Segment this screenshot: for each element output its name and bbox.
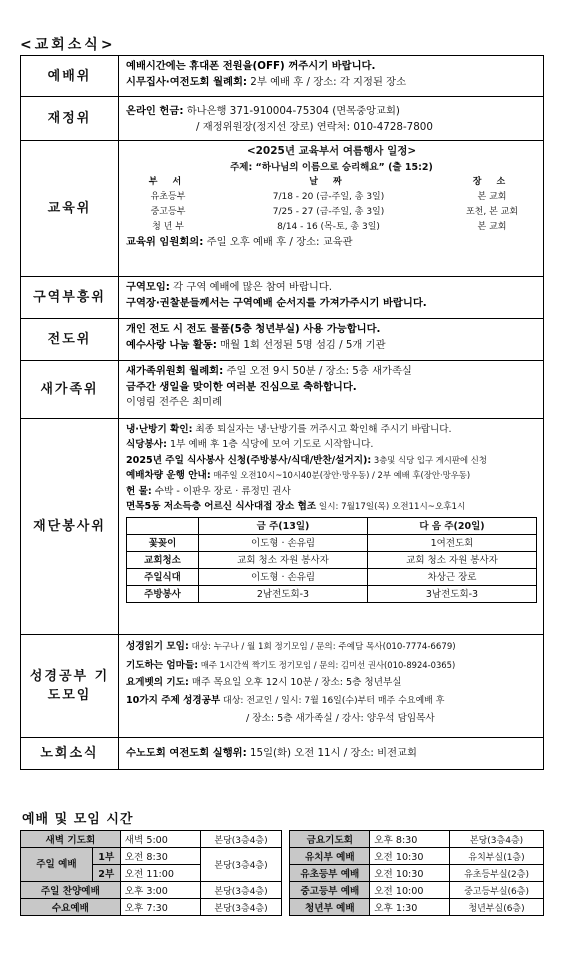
duty-name: 주일식대 (127, 569, 199, 586)
youth-worship-time: 오전 10:00 (370, 882, 450, 899)
youth-worship-place: 중고등부실(6층) (450, 882, 544, 899)
spacer (282, 882, 290, 899)
praying-moms-text: 매주 1시간씩 짝기도 정기모임 / 문의: 김미선 권사(010-8924-0365) (198, 659, 456, 670)
jochebed-key: 요게벳의 기도: (126, 677, 189, 689)
bible-reading-key: 성경읽기 모임: (126, 641, 189, 652)
vehicle-text: 매주일 오전10시~10시40분(장안·망우동) / 2부 예배 후(장안·망우동) (210, 470, 471, 481)
dawn-prayer-name: 새벽 기도회 (21, 831, 121, 848)
love-sharing-text: 매월 1회 선정된 5명 섬김 / 5개 기관 (216, 338, 386, 351)
place: 본 교회 (477, 192, 507, 203)
wednesday-worship-name: 수요예배 (21, 899, 121, 916)
sunday-part2-time: 오전 11:00 (120, 865, 200, 882)
duty-row (127, 586, 537, 603)
col-dept: 부 서 (148, 177, 188, 188)
friday-prayer-place: 본당(3층4층) (450, 831, 544, 848)
wednesday-worship-time: 오후 7:30 (120, 899, 200, 916)
offering-gift-key: 헌 물: (126, 485, 152, 497)
service-label: 재단봉사위 (21, 419, 119, 635)
birthday-names: 이영림 전주은 최미례 (126, 396, 223, 409)
newfamily-content (119, 361, 544, 419)
schedule-row (126, 220, 537, 235)
online-offering-key: 온라인 헌금: (126, 105, 184, 117)
this-week-header: 금 주(13일) (199, 518, 368, 535)
district-meeting-key: 구역모임: (126, 281, 170, 293)
bible-label (21, 635, 119, 738)
meal-service-key: 2025년 주일 식사봉사 신청(주방봉사/식대/반찬/설거지): (126, 454, 372, 466)
presbytery-content (119, 738, 544, 770)
duty-row (127, 569, 537, 586)
sunday-part2: 2부 (92, 865, 120, 882)
duty-row (127, 535, 537, 552)
dawn-prayer-place: 본당(3층4층) (200, 831, 282, 848)
elem-worship-name: 유초등부 예배 (290, 865, 370, 882)
dept: 중고등부 (150, 207, 186, 218)
hvac-text: 최종 퇴실자는 냉·난방기를 꺼주시고 확인해 주시기 바랍니다. (192, 424, 452, 435)
church-news-header: <교회소식> (20, 37, 116, 53)
dawn-prayer-time: 새벽 5:00 (120, 831, 200, 848)
seniors-meal-text: 일시: 7월17일(목) 오전11시~오후1시 (316, 502, 466, 513)
district-leader-notice: 구역장·권찰분들께서는 구역예배 순서지를 가져가주시기 바랍니다. (126, 296, 427, 309)
praise-worship-time: 오후 3:00 (120, 882, 200, 899)
education-content (119, 141, 544, 277)
sunday-place: 본당(3층4층) (200, 848, 282, 882)
spacer (282, 831, 290, 848)
dept: 청 년 부 (152, 222, 184, 233)
hvac-key: 냉·난방기 확인: (126, 424, 193, 435)
next-week: 3남전도회-3 (368, 586, 537, 603)
district-label: 구역부흥위 (21, 277, 119, 319)
bible-reading-text: 대상: 누구나 / 월 1회 정기모임 / 문의: 주예담 목사(010-7774-6679) (188, 642, 456, 652)
finance-contact: / 재정위원장(정지선 장로) 연락처: 010-4728-7800 (196, 120, 433, 133)
evangelism-content (119, 319, 544, 361)
praise-worship-place: 본당(3층4층) (200, 882, 282, 899)
finance-label: 재정위 (21, 97, 119, 141)
evangelism-supplies: 개인 전도 시 전도 물품(5층 청년부실) 사용 가능합니다. (126, 323, 381, 335)
kitchen-text: 1부 예배 후 1층 식당에 모여 기도로 시작합니다. (166, 439, 374, 451)
place: 본 교회 (477, 222, 507, 233)
kinder-worship-name: 유치부 예배 (290, 848, 370, 865)
summer-theme: 주제: “하나님의 이름으로 승리해요” (출 15:2) (230, 161, 433, 173)
duty-name: 주방봉사 (127, 586, 199, 603)
friday-prayer-name: 금요기도회 (290, 831, 370, 848)
birthday-notice: 금주간 생일을 맞이한 여러분 진심으로 축하합니다. (126, 380, 357, 393)
bible-study-place: / 장소: 5층 새가족실 / 강사: 양우석 담임목사 (246, 713, 435, 725)
kinder-worship-time: 오전 10:30 (370, 848, 450, 865)
edu-meeting-text: 주일 오후 예배 후 / 장소: 교육관 (203, 236, 353, 249)
kinder-worship-place: 유치부실(1층) (450, 848, 544, 865)
presbytery-label: 노회소식 (21, 738, 119, 770)
date: 7/18 - 20 (금-주일, 총 3일) (272, 192, 385, 203)
place: 포천, 본 교회 (465, 207, 519, 218)
young-adult-worship-time: 오후 1:30 (370, 899, 450, 916)
worship-label: 예배위 (21, 56, 119, 97)
district-meeting-text: 각 구역 예배에 많은 참여 바랍니다. (169, 281, 333, 293)
bible-label-text: 성경공부 기도모임 (29, 669, 110, 703)
this-week: 이도형 · 손유림 (199, 569, 368, 586)
praying-moms-key: 기도하는 엄마들: (126, 659, 199, 671)
duty-name: 꽃꽂이 (127, 535, 199, 552)
next-week: 교회 청소 자원 봉사자 (368, 552, 537, 569)
sunday-worship-name: 주일 예배 (21, 848, 93, 882)
worship-content (119, 56, 544, 97)
wednesday-worship-place: 본당(3층4층) (200, 899, 282, 916)
this-week: 교회 청소 자원 봉사자 (199, 552, 368, 569)
corner-cell (127, 518, 199, 535)
sunday-part1: 1부 (92, 848, 120, 865)
elem-worship-place: 유초등부실(2층) (450, 865, 544, 882)
schedule-row (126, 190, 537, 205)
summer-schedule-title: <2025년 교육부서 여름행사 일정> (246, 145, 417, 157)
church-news-table (20, 55, 544, 770)
meeting-text: 2부 예배 후 / 장소: 각 지정된 장소 (247, 75, 407, 88)
this-week: 2남전도회-3 (199, 586, 368, 603)
presbytery-text: 15일(화) 오전 11시 / 장소: 비전교회 (246, 746, 417, 759)
finance-content (119, 97, 544, 141)
youth-worship-name: 중고등부 예배 (290, 882, 370, 899)
meal-service-text: 3층및 식당 입구 게시판에 신청 (371, 454, 487, 465)
worship-times-table (20, 830, 544, 916)
col-date: 날 짜 (309, 177, 348, 188)
bank-account: 하나은행 371-910004-75304 (면목중앙교회) (183, 105, 400, 117)
newfamily-meeting-text: 주일 오전 9시 50분 / 장소: 5층 새가족실 (223, 365, 412, 377)
jochebed-text: 매주 목요일 오후 12시 10분 / 장소: 5층 청년부실 (188, 677, 402, 689)
kitchen-key: 식당봉사: (126, 439, 167, 451)
love-sharing-key: 예수사랑 나눔 활동: (126, 338, 217, 351)
meeting-key: 시무집사·여전도회 월례회: (126, 75, 248, 88)
next-week: 1여전도회 (368, 535, 537, 552)
vehicle-key: 예배차량 운행 안내: (126, 470, 211, 482)
bible-content (119, 635, 544, 738)
next-week: 차상근 장로 (368, 569, 537, 586)
col-place: 장 소 (472, 177, 512, 188)
edu-meeting-key: 교육위 임원회의: (126, 236, 204, 249)
seniors-meal-key: 면목5동 저소득층 어르신 식사대접 장소 협조 (126, 501, 317, 513)
bible-study-key: 10가지 주제 성경공부 (126, 694, 221, 706)
bible-study-text: 대상: 전교인 / 일시: 7월 16일(수)부터 매주 수요예배 후 (220, 695, 445, 706)
newfamily-meeting-key: 새가족위원회 월례회: (126, 365, 224, 377)
presbytery-key: 수노도회 여전도회 실행위: (126, 746, 247, 759)
schedule-row (126, 205, 537, 220)
evangelism-label: 전도위 (21, 319, 119, 361)
service-content (119, 419, 544, 635)
offering-gift-text: 수박 - 이판우 장로 · 류정민 권사 (151, 485, 291, 497)
service-duty-table (126, 517, 537, 603)
this-week: 이도형 · 손유림 (199, 535, 368, 552)
dept: 유초등부 (150, 192, 186, 203)
praise-worship-name: 주일 찬양예배 (21, 882, 121, 899)
friday-prayer-time: 오후 8:30 (370, 831, 450, 848)
elem-worship-time: 오전 10:30 (370, 865, 450, 882)
young-adult-worship-place: 청년부실(6층) (450, 899, 544, 916)
sunday-part1-time: 오전 8:30 (120, 848, 200, 865)
summer-schedule-table (126, 175, 537, 235)
newfamily-label: 새가족위 (21, 361, 119, 419)
date: 7/25 - 27 (금-주일, 총 3일) (272, 207, 385, 218)
date: 8/14 - 16 (목-토, 총 3일) (277, 222, 380, 233)
phone-off-notice: 예배시간에는 휴대폰 전원을(OFF) 꺼주시기 바랍니다. (126, 60, 376, 72)
next-week-header: 다 음 주(20일) (368, 518, 537, 535)
spacer (282, 899, 290, 916)
duty-row (127, 552, 537, 569)
spacer (282, 848, 290, 865)
district-content (119, 277, 544, 319)
young-adult-worship-name: 청년부 예배 (290, 899, 370, 916)
worship-times-title: 예배 및 모임 시간 (22, 812, 134, 827)
duty-name: 교회청소 (127, 552, 199, 569)
spacer (282, 865, 290, 882)
education-label: 교육위 (21, 141, 119, 277)
